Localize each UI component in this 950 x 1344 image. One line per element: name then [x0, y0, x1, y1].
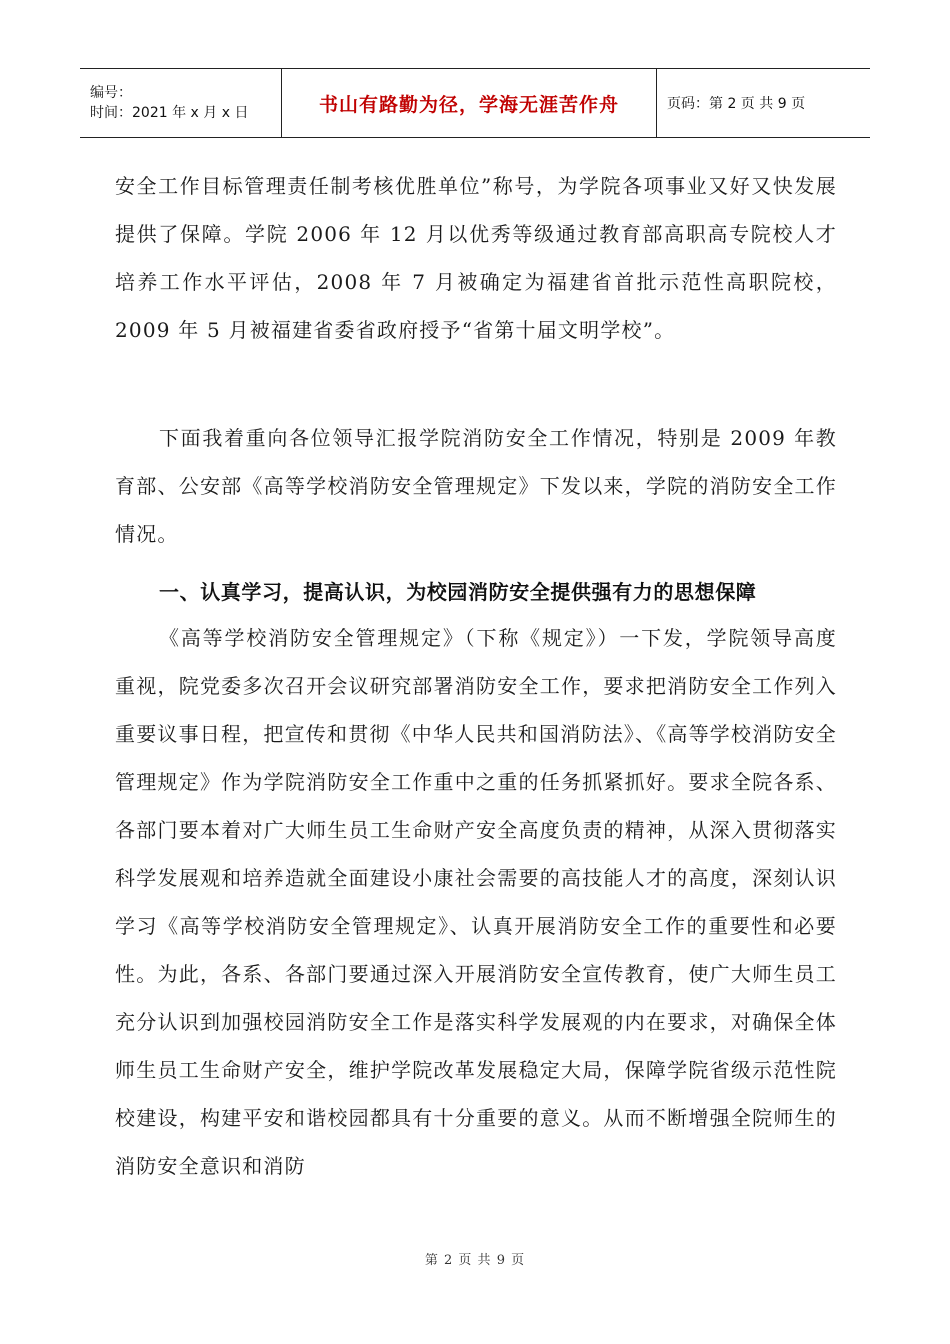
body-paragraph-1: 安全工作目标管理责任制考核优胜单位”称号，为学院各项事业又好又快发展提供了保障。学院 2006 年 12 月以优秀等级通过教育部高职高专院校人才培养工作水平评估，2008 年 7 月被确定为福建省首批示范性高职院校，2009 年 5 月被福建省委省政府授予“省第十届文明学校”。 — [115, 174, 837, 342]
body-paragraph-2: 下面我着重向各位领导汇报学院消防安全工作情况，特别是 2009 年教育部、公安部《高等学校消防安全管理规定》下发以来，学院的消防安全工作情况。 — [115, 426, 837, 546]
header-motto: 书山有路勤为径，学海无涯苦作舟 — [318, 93, 619, 116]
header-page-number: 页码：第 2 页 共 9 页 — [667, 96, 806, 112]
section-heading-1: 一、认真学习，提高认识，为校园消防安全提供强有力的思想保障 — [159, 580, 757, 604]
body-paragraph-3: 《高等学校消防安全管理规定》（下称《规定》）一下发，学院领导高度重视，院党委多次召开会议研究部署消防安全工作，要求把消防安全工作列入重要议事日程，把宣传和贯彻《中华人民共和国消防法》、《高等学校消防安全管理规定》作为学院消防安全工作重中之重的任务抓紧抓好。要求全院各系、各部门要本着对广大师生员工生命财产安全高度负责的精神，从深入贯彻落实科学发展观和培养造就全面建设小康社会需要的高技能人才的高度，深刻认识学习《高等学校消防安全管理规定》、认真开展消防安全工作的重要性和必要性。为此，各系、各部门要通过深入开展消防安全宣传教育，使广大师生员工充分认识到加强校园消防安全工作是落实科学发展观的内在要求，对确保全体师生员工生命财产安全，维护学院改革发展稳定大局，保障学院省级示范性院校建设，构建平安和谐校园都具有十分重要的意义。从而不断增强全院师生的消防安全意识和消防 — [115, 626, 837, 1178]
header-meta-cell — [80, 69, 282, 137]
header-page-cell — [657, 69, 870, 137]
document-time-label: 时间：2021 年 x 月 x 日 — [90, 105, 249, 121]
header-motto-cell — [282, 69, 657, 137]
page-footer: 第 2 页 共 9 页 — [424, 1253, 526, 1268]
document-header — [80, 68, 870, 138]
document-number-label: 编号： — [90, 85, 132, 101]
